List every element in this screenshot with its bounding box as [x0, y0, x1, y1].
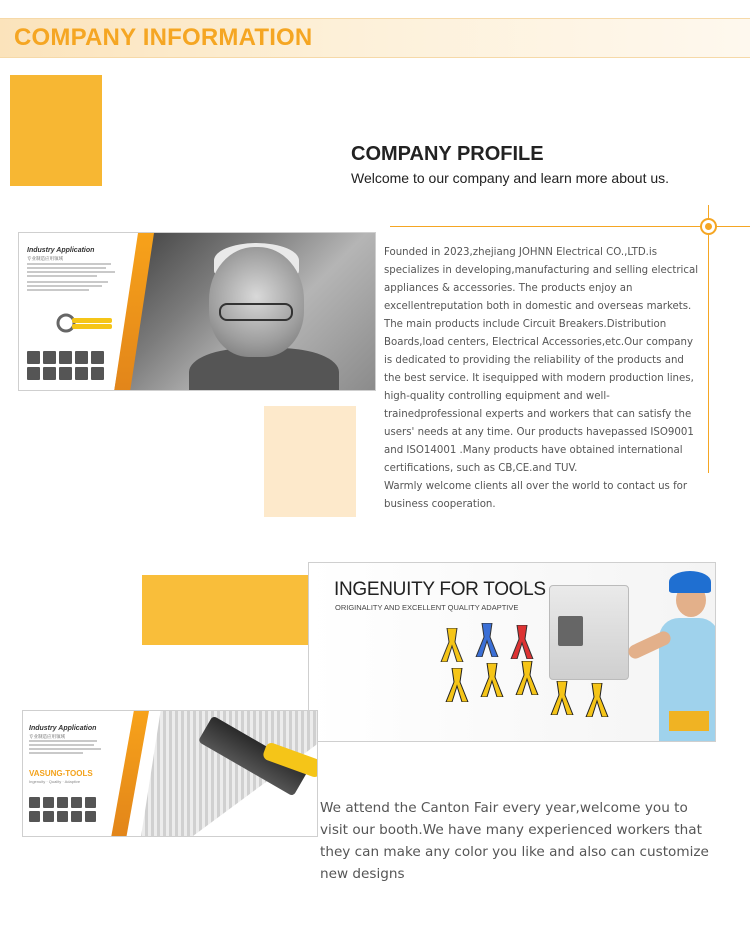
text-placeholder-lines	[29, 740, 101, 756]
circle-marker-icon	[700, 218, 717, 235]
decorative-yellow-block-2	[142, 575, 315, 645]
panel-icon	[43, 367, 56, 380]
plier-icon	[479, 663, 505, 697]
banner-title: INGENUITY FOR TOOLS	[334, 579, 546, 600]
plier-icon	[439, 628, 465, 662]
profile-title: COMPANY PROFILE	[351, 143, 544, 165]
plier-icon	[474, 623, 500, 657]
train-icon	[91, 367, 104, 380]
card-subheading: 专业制造应用领域	[27, 256, 63, 261]
canton-fair-text: We attend the Canton Fair every year,welcome you to visit our booth.We have many experienced workers that they can make any color you like and also can customize new designs	[320, 800, 709, 882]
plier-icon	[549, 681, 575, 715]
plier-icon	[509, 625, 535, 659]
description-paragraph: Founded in 2023,zhejiang JOHNN Electrical CO.,LTD.is specializes in developing,manufacturing and selling electrical appliances & accessories. The products enjoy an excellentreputation both in domestic and overseas markets. The main products include Circuit Breakers.Distribution Boards,load centers, Electrical Accessories,etc.Our company is dedicated to providing the reliability of the products and the best service. It isequipped with modern production lines, high-quality controlling equipment and well-trainedprofessional experts and workers that can satisfy the users' needs at any time. Our products havepassed ISO9001 and ISO14001 .Many products have obtained international certifications, such as CB,CE.and TUV.	[384, 247, 699, 474]
panel-icon	[43, 811, 54, 822]
decorative-yellow-block	[10, 75, 102, 186]
banner-subtitle: ORIGINALITY AND EXCELLENT QUALITY ADAPTIVE	[335, 603, 519, 612]
decorative-peach-block	[264, 406, 356, 517]
worker-face	[209, 247, 304, 357]
glasses-icon	[219, 303, 293, 321]
contact-paragraph: Warmly welcome clients all over the world to contact us for business cooperation.	[384, 481, 688, 510]
meter-icon	[27, 367, 40, 380]
meter-icon	[29, 811, 40, 822]
tool-belt	[669, 711, 709, 731]
worker-icon	[75, 351, 88, 364]
divider-vertical	[708, 205, 709, 473]
crimping-machine	[549, 585, 629, 680]
wind-turbine-icon	[43, 351, 56, 364]
plier-icon	[584, 683, 610, 717]
ship-icon	[71, 811, 82, 822]
orange-stripe	[111, 711, 149, 837]
tower-icon	[29, 797, 40, 808]
brand-tagline: Ingenuity · Quality · Adaptive	[29, 779, 81, 784]
tower-icon	[27, 351, 40, 364]
brand-name: VASUNG-TOOLS	[29, 769, 93, 778]
plier-icon	[514, 661, 540, 695]
cable-cutter-icon	[54, 313, 114, 333]
crane-icon	[85, 797, 96, 808]
wind-turbine-icon	[43, 797, 54, 808]
train-icon	[85, 811, 96, 822]
worker-icon	[71, 797, 82, 808]
ship-icon	[75, 367, 88, 380]
crane-icon	[91, 351, 104, 364]
factory-icon	[57, 797, 68, 808]
application-icons	[27, 351, 117, 383]
divider-horizontal	[390, 226, 750, 227]
hard-hat-icon	[669, 571, 711, 593]
text-placeholder-lines	[27, 263, 115, 293]
application-icons	[29, 797, 109, 825]
industry-application-image	[18, 232, 376, 391]
card-heading: Industry Application	[29, 725, 97, 732]
car-icon	[59, 367, 72, 380]
ingenuity-tools-banner	[308, 562, 716, 742]
profile-subtitle: Welcome to our company and learn more about us.	[351, 170, 670, 186]
plier-icon	[444, 668, 470, 702]
card-heading: Industry Application	[27, 247, 95, 254]
card-subheading: 专业制造应用领域	[29, 734, 65, 739]
company-description	[384, 244, 702, 514]
section-title: COMPANY INFORMATION	[14, 24, 313, 51]
factory-icon	[59, 351, 72, 364]
car-icon	[57, 811, 68, 822]
vasung-tools-image	[22, 710, 318, 837]
